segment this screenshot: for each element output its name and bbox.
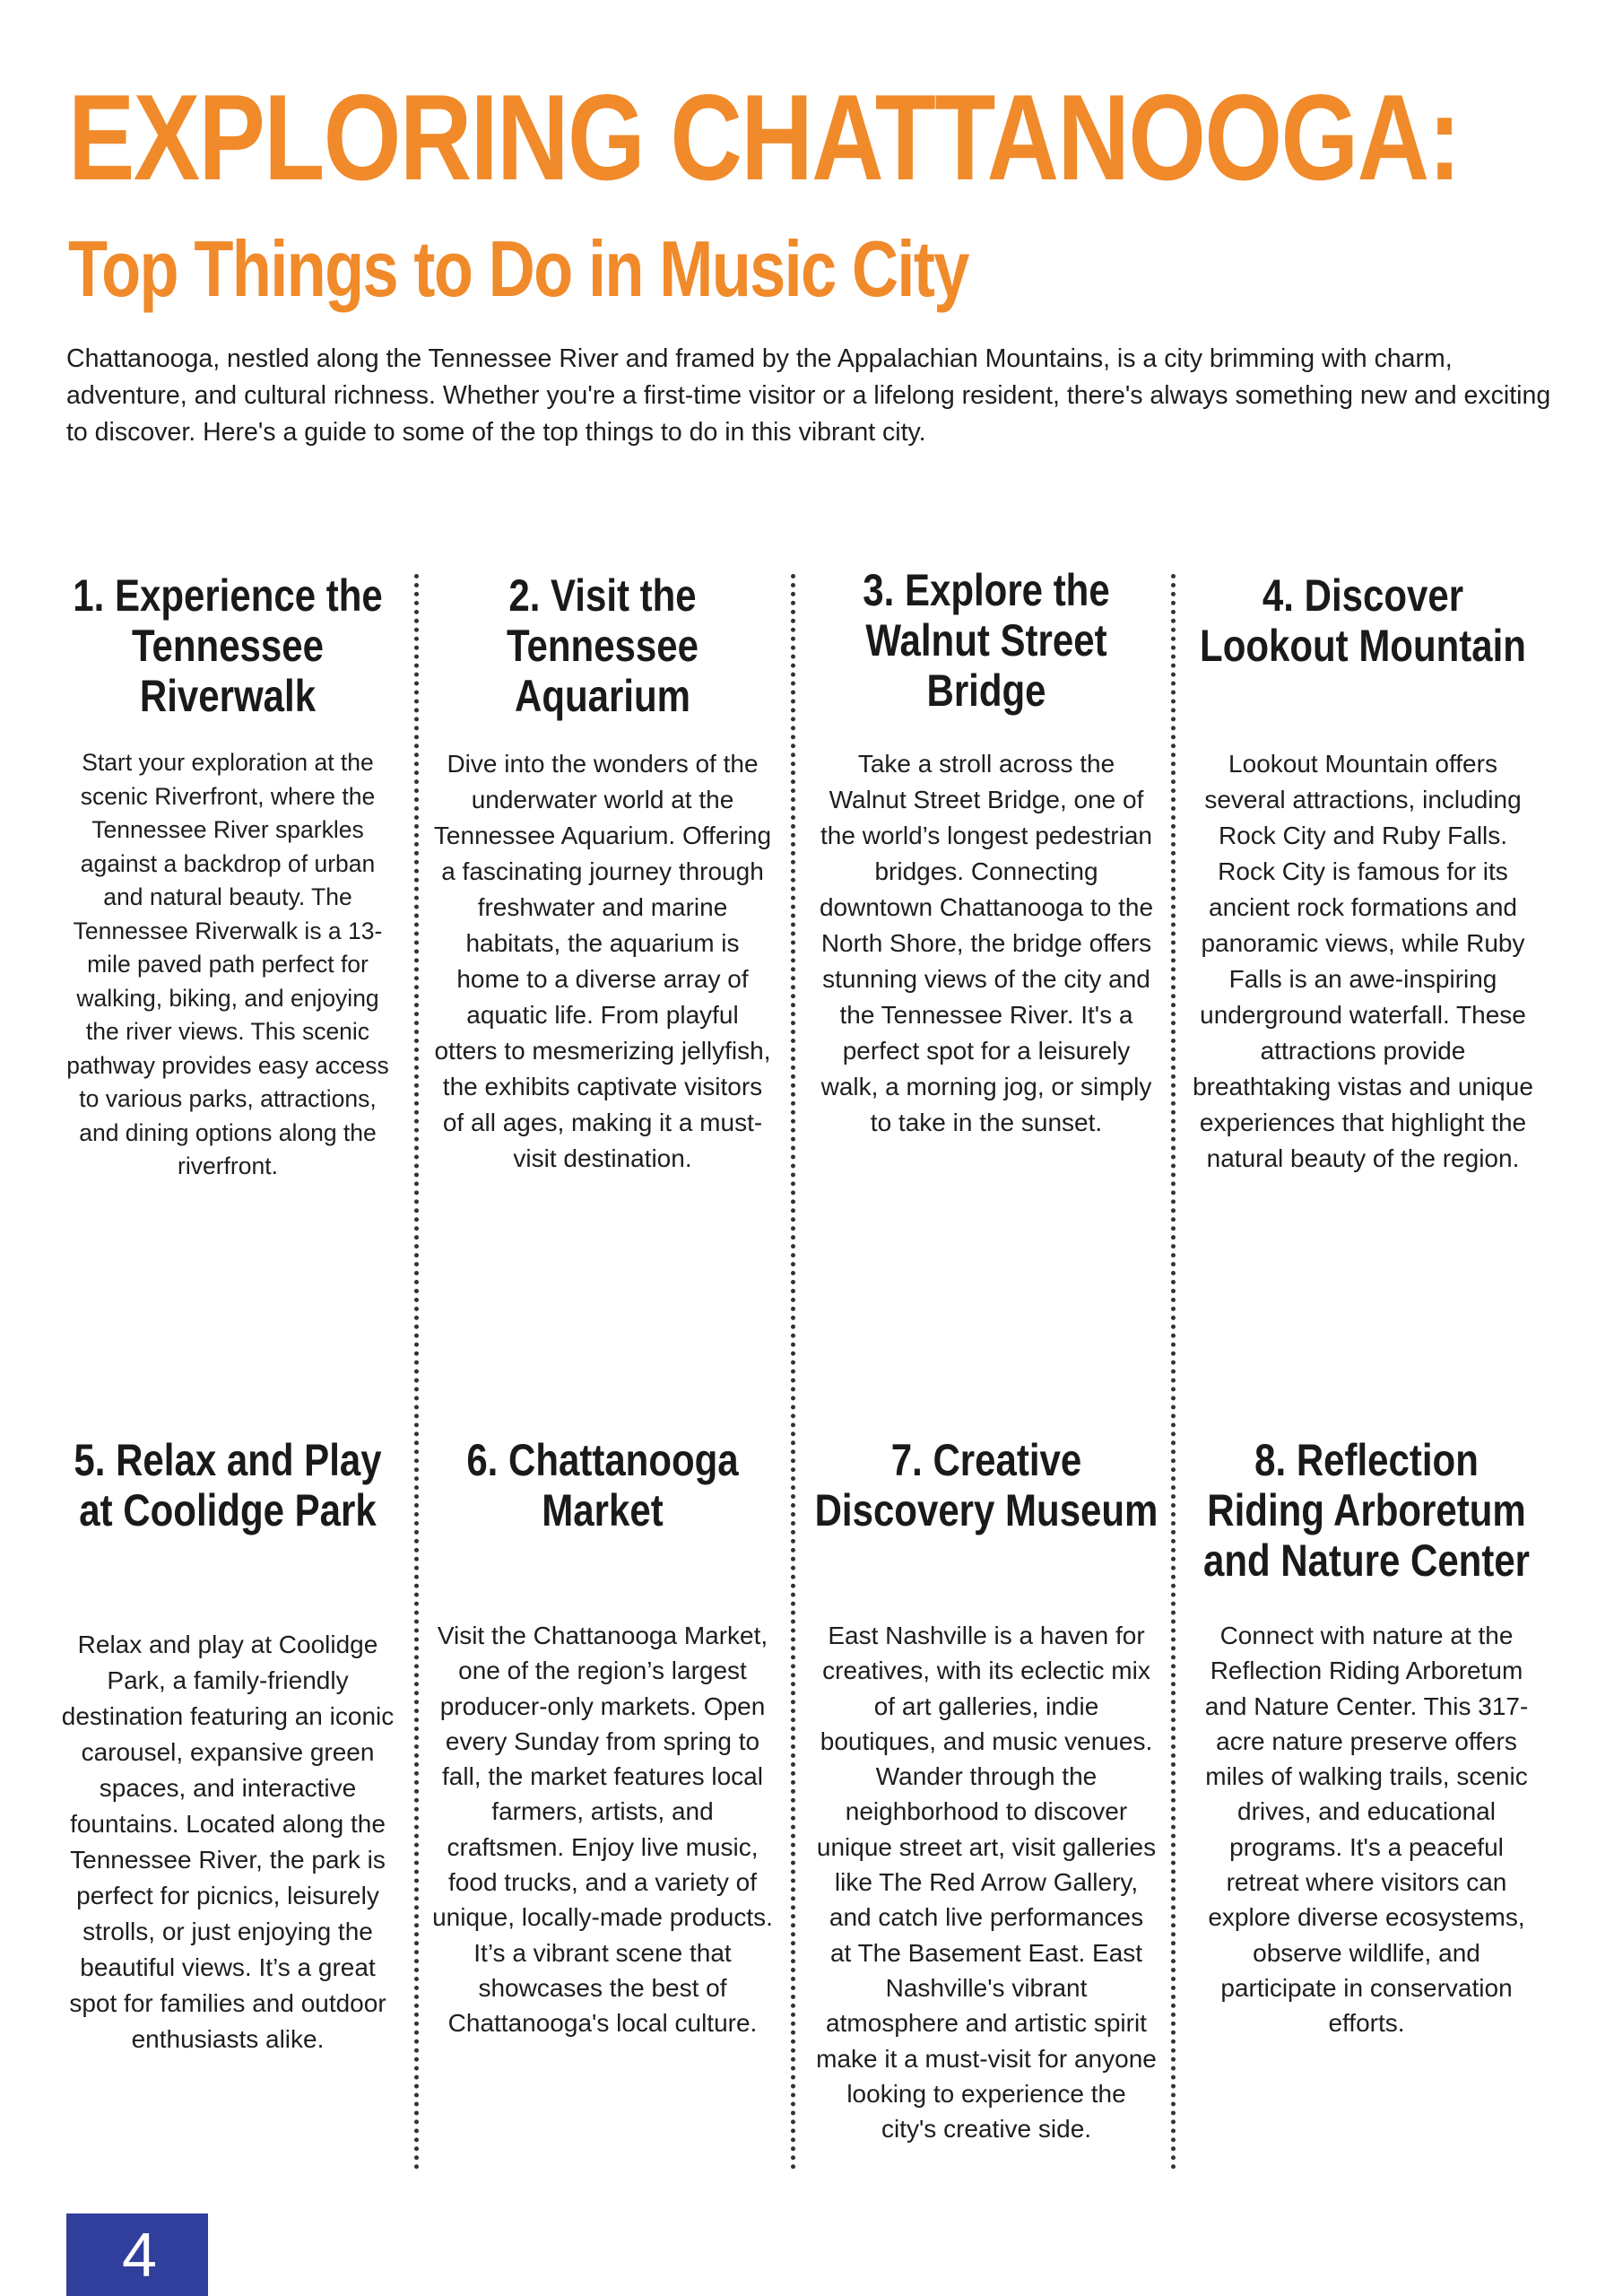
attraction-description: Lookout Mountain offers several attractions, including Rock City and Ruby Falls. Rock City is famous for its ancient rock formations and panoramic views, while Ruby Falls is an awe-inspiring underground waterfall. These attractions provide breathtaking vistas and unique experiences that highlight the natural beauty of the region.: [1193, 750, 1533, 1172]
attraction-card-coolidge-park: [57, 1435, 398, 2053]
attraction-card-lookout-mountain: [1191, 570, 1535, 1172]
attraction-card-creative-discovery: [814, 1435, 1158, 2144]
attraction-heading: 5. Relax and Play at Coolidge Park: [74, 1435, 382, 1535]
attraction-heading: 2. Visit the Tennessee Aquarium: [506, 570, 699, 721]
attraction-heading: 6. Chattanooga Market: [466, 1435, 739, 1535]
attraction-heading: 1. Experience the Tennessee Riverwalk: [73, 570, 383, 721]
attraction-card-chattanooga-market: [432, 1435, 773, 2038]
page-title: EXPLORING CHATTANOOGA:: [68, 69, 1460, 205]
page-number-badge: [66, 2213, 208, 2296]
attraction-description: Start your exploration at the scenic Riverfront, where the Tennessee River sparkles against a backdrop of urban and natural beauty. The Tennessee Riverwalk is a 13-mile paved path perfect for walking, biking, and enjoying the river views. This scenic pathway provides easy access to various parks, attractions, and dining options along the riverfront.: [66, 749, 389, 1179]
page-subtitle: Top Things to Do in Music City: [68, 224, 968, 313]
attraction-card-aquarium: [432, 570, 773, 1172]
attraction-heading: 4. Discover Lookout Mountain: [1200, 570, 1526, 671]
attraction-heading: 3. Explore the Walnut Street Bridge: [863, 565, 1110, 716]
attraction-description: Take a stroll across the Walnut Street Bridge, one of the world’s longest pedestrian bridges. Connecting downtown Chattanooga to the North Shore, the bridge offers stunning views of the city and the Tennessee River. It's a perfect spot for a leisurely walk, a morning jog, or simply to take in the sunset.: [819, 750, 1154, 1136]
attraction-heading: 7. Creative Discovery Museum: [814, 1435, 1158, 1535]
attraction-description: Visit the Chattanooga Market, one of the region’s largest producer-only markets. Open every Sunday from spring to fall, the market features local farmers, artists, and craftsmen. Enjoy live music, food trucks, and a variety of unique, locally-made products. It’s a vibrant scene that showcases the best of Chattanooga's local culture.: [432, 1622, 773, 2038]
page-number: 4: [122, 2220, 157, 2290]
attraction-description: East Nashville is a haven for creatives, with its eclectic mix of art galleries, indie boutiques, and music venues. Wander through the neighborhood to discover unique street art, visit galleries like The Red Arrow Gallery, and catch live performances at The Basement East. East Nashville's vibrant atmosphere and artistic spirit make it a must-visit for anyone looking to experience the city's creative side.: [816, 1622, 1157, 2144]
attraction-description: Relax and play at Coolidge Park, a family-friendly destination featuring an iconic carousel, expansive green spaces, and interactive fountains. Located along the Tennessee River, the park is perfect for picnics, leisurely strolls, or just enjoying the beautiful views. It’s a great spot for families and outdoor enthusiasts alike.: [61, 1631, 395, 2053]
attraction-description: Dive into the wonders of the underwater world at the Tennessee Aquarium. Offering a fascinating journey through freshwater and marine habitats, the aquarium is home to a diverse array of aquatic life. From playful otters to mesmerizing jellyfish, the exhibits captivate visitors of all ages, making it a must-visit destination.: [433, 750, 772, 1172]
column-divider: [791, 574, 795, 2170]
attraction-card-reflection-riding: [1194, 1435, 1539, 2038]
attraction-card-walnut-bridge: [816, 565, 1157, 1136]
intro-paragraph: Chattanooga, nestled along the Tennessee River and framed by the Appalachian Mountains, is a city brimming with charm, adventure, and cultural richness. Whether you're a first-time visitor or a lifelong resident, there's always something new and exciting to discover. Here's a guide to some of the top things to do in this vibrant city.: [66, 344, 1551, 447]
attraction-heading: 8. Reflection Riding Arboretum and Nature Center: [1202, 1435, 1531, 1586]
column-divider: [1171, 574, 1176, 2170]
column-divider: [414, 574, 419, 2170]
attraction-description: Connect with nature at the Reflection Riding Arboretum and Nature Center. This 317-acre nature preserve offers miles of walking trails, scenic drives, and educational programs. It's a peaceful retreat where visitors can explore diverse ecosystems, observe wildlife, and participate in conservation efforts.: [1204, 1622, 1529, 2038]
attraction-card-riverwalk: [57, 570, 398, 1179]
